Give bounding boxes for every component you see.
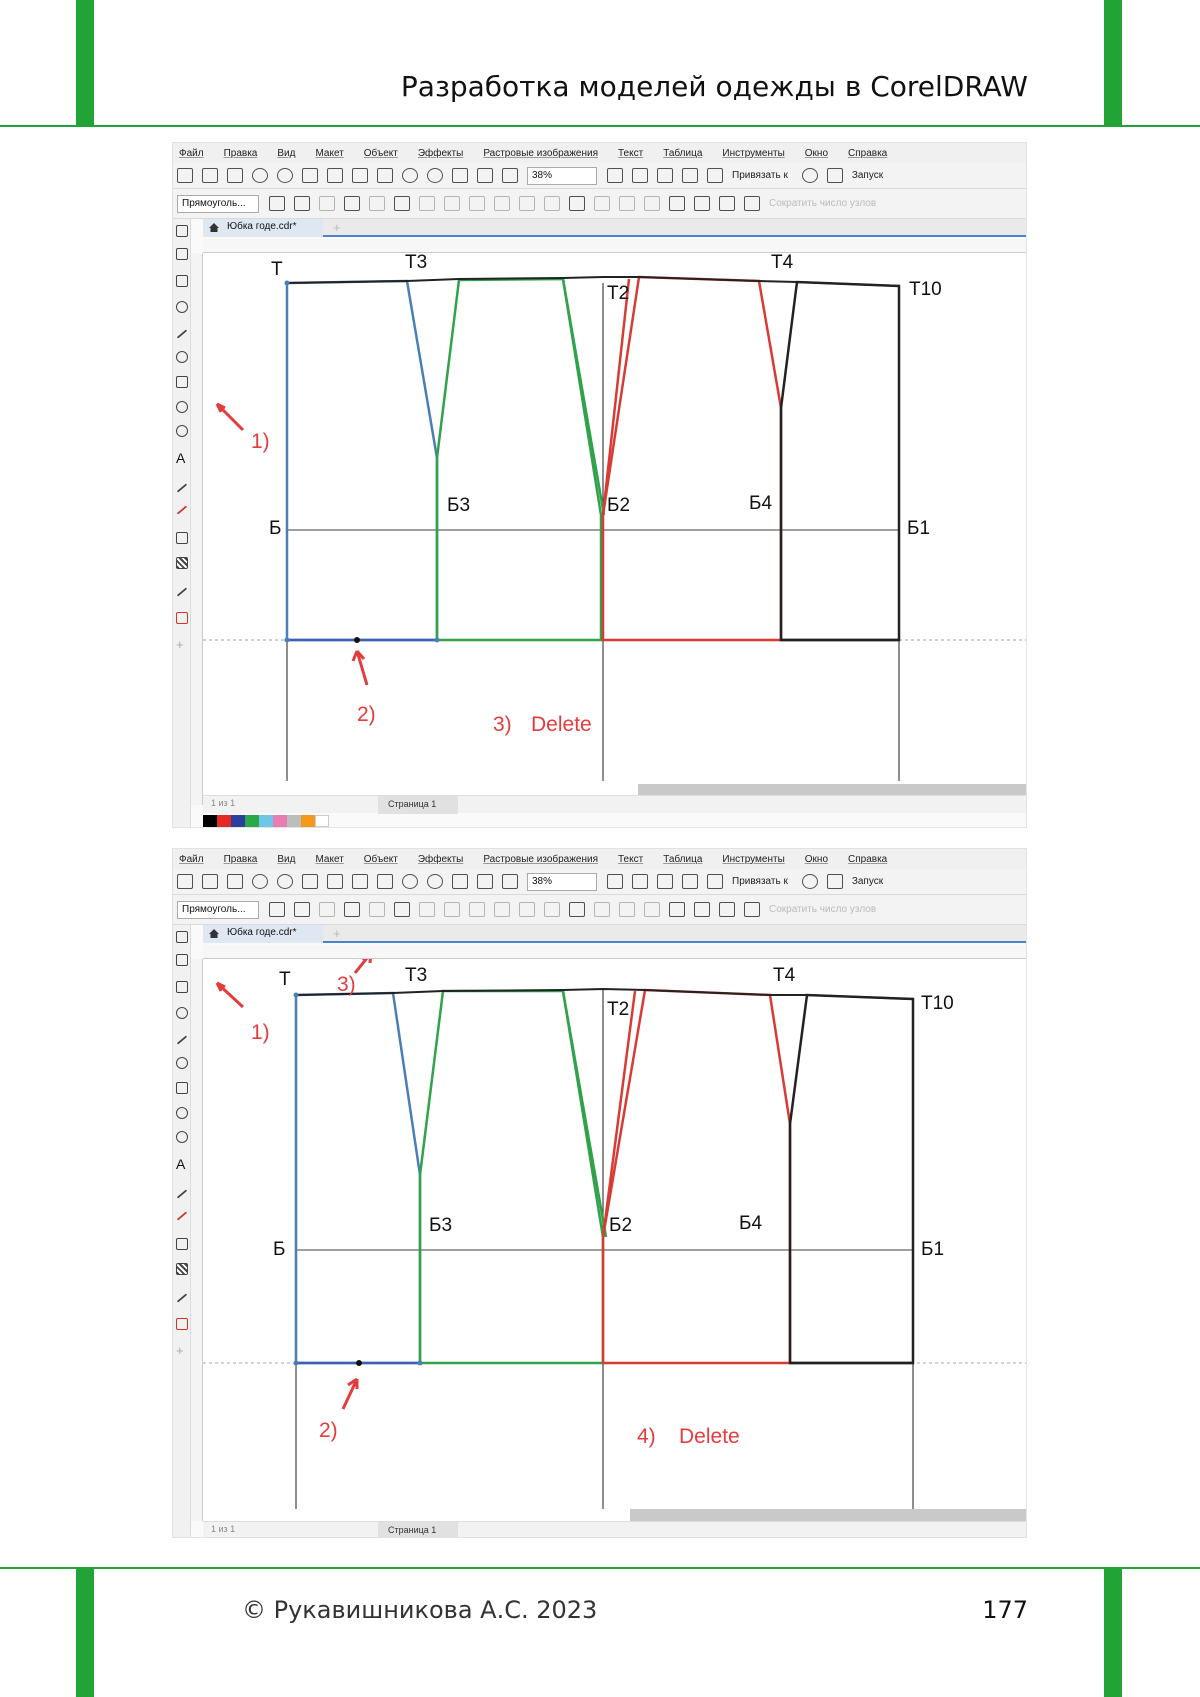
artistic-media-tool-icon[interactable] xyxy=(176,1057,188,1069)
rotate-nodes-icon[interactable] xyxy=(619,902,635,917)
paste-icon[interactable] xyxy=(377,168,393,183)
freehand-tool-icon[interactable] xyxy=(177,1035,187,1044)
settings-icon[interactable] xyxy=(802,874,818,889)
document-tab-bar xyxy=(203,219,1027,237)
rotate-nodes-icon[interactable] xyxy=(619,196,635,211)
annotation-step-2: 2) xyxy=(357,703,376,726)
horizontal-scrollbar[interactable] xyxy=(630,1509,1027,1521)
menu-item-view[interactable]: Вид xyxy=(277,853,296,865)
menu-item-file[interactable]: Файл xyxy=(179,853,204,865)
color-palette xyxy=(203,815,329,827)
document-tab[interactable] xyxy=(203,925,323,943)
annotation-arrow-1 xyxy=(217,983,243,1007)
launch-dropdown[interactable]: Запуск xyxy=(851,170,884,181)
snap-to-dropdown[interactable]: Привязать к xyxy=(732,170,788,181)
interactive-fill-icon[interactable] xyxy=(176,612,188,624)
menu-item-object[interactable]: Объект xyxy=(363,147,398,159)
cusp-node-icon[interactable] xyxy=(419,196,435,211)
header-rule xyxy=(0,125,1200,127)
shape-select-dropdown[interactable]: Прямоуголь... xyxy=(177,195,259,213)
node-point[interactable] xyxy=(435,638,440,643)
smooth-node-icon[interactable] xyxy=(444,902,460,917)
to-curve-icon[interactable] xyxy=(394,902,410,917)
selected-node-point[interactable] xyxy=(356,1360,362,1366)
mirror-horizontal-icon[interactable] xyxy=(669,902,685,917)
import-icon[interactable] xyxy=(452,168,468,183)
label-b: Б xyxy=(269,518,282,539)
reduce-nodes-button[interactable]: Сократить число узлов xyxy=(769,904,877,915)
symmetrical-node-icon[interactable] xyxy=(469,902,485,917)
home-icon[interactable] xyxy=(208,928,220,939)
snap-icon[interactable] xyxy=(707,874,723,889)
eyedropper-icon[interactable] xyxy=(177,1293,187,1302)
annotation-step-3-number: 3) xyxy=(493,713,512,736)
parallel-dimension-icon[interactable] xyxy=(177,1189,187,1198)
green-dart-line xyxy=(563,279,604,515)
redo-icon[interactable] xyxy=(427,168,443,183)
menu-item-bitmaps[interactable]: Растровые изображения xyxy=(483,147,598,159)
pdf-icon[interactable] xyxy=(502,874,518,889)
zoom-tool-icon[interactable] xyxy=(176,1007,188,1019)
standard-toolbar xyxy=(173,163,1026,189)
palette-swatch[interactable] xyxy=(259,815,273,827)
extract-subpath-icon[interactable] xyxy=(544,196,560,211)
connector-icon[interactable] xyxy=(177,1211,187,1220)
label-b1: Б1 xyxy=(921,1239,945,1260)
page-tab[interactable]: Страница 1 xyxy=(378,1522,458,1538)
menu-item-table[interactable]: Таблица xyxy=(663,853,703,865)
cloud-upload-icon[interactable] xyxy=(252,874,268,889)
node-point[interactable] xyxy=(285,638,290,643)
import-icon[interactable] xyxy=(452,874,468,889)
menu-item-effects[interactable]: Эффекты xyxy=(417,147,464,159)
connector-icon[interactable] xyxy=(177,505,187,514)
export-icon[interactable] xyxy=(477,874,493,889)
menu-item-help[interactable]: Справка xyxy=(848,853,888,865)
elastic-mode-icon[interactable] xyxy=(719,196,735,211)
rulers-icon[interactable] xyxy=(632,168,648,183)
stretch-nodes-icon[interactable] xyxy=(594,196,610,211)
palette-swatch[interactable] xyxy=(203,815,217,827)
mirror-vertical-icon[interactable] xyxy=(694,196,710,211)
add-node-icon[interactable] xyxy=(269,902,285,917)
label-b1: Б1 xyxy=(907,518,931,539)
standard-toolbar xyxy=(173,869,1026,895)
rectangle-tool-icon[interactable] xyxy=(176,376,188,388)
drop-shadow-icon[interactable] xyxy=(176,532,188,544)
menu-item-tools[interactable]: Инструменты xyxy=(722,147,785,159)
menu-item-tools[interactable]: Инструменты xyxy=(722,853,785,865)
document-tab-label: Юбка годе.cdr* xyxy=(227,221,297,232)
shape-select-dropdown[interactable]: Прямоуголь... xyxy=(177,901,259,919)
stretch-nodes-icon[interactable] xyxy=(594,902,610,917)
label-t3: Т3 xyxy=(405,965,428,986)
print-icon[interactable] xyxy=(302,168,318,183)
cut-icon[interactable] xyxy=(327,874,343,889)
launch-icon[interactable] xyxy=(827,168,843,183)
green-dart-line xyxy=(563,991,606,1237)
label-b3: Б3 xyxy=(447,495,471,516)
page-number: 177 xyxy=(982,1596,1028,1624)
snap-icon[interactable] xyxy=(707,168,723,183)
ellipse-tool-icon[interactable] xyxy=(176,1107,188,1119)
label-t4: Т4 xyxy=(771,252,794,273)
label-t: Т xyxy=(279,969,291,990)
paste-icon[interactable] xyxy=(377,874,393,889)
mirror-horizontal-icon[interactable] xyxy=(669,196,685,211)
select-all-nodes-icon[interactable] xyxy=(744,196,760,211)
save-icon[interactable] xyxy=(227,168,243,183)
palette-swatch[interactable] xyxy=(287,815,301,827)
label-b2: Б2 xyxy=(609,1215,633,1236)
text-tool-icon[interactable]: A xyxy=(176,450,186,466)
annotation-arrow-2 xyxy=(343,1379,357,1409)
reverse-direction-icon[interactable] xyxy=(494,196,510,211)
red-dart-line xyxy=(603,991,635,1237)
drawing-canvas[interactable] xyxy=(203,253,1027,805)
guidelines-icon[interactable] xyxy=(682,168,698,183)
menu-item-view[interactable]: Вид xyxy=(277,147,296,159)
align-nodes-icon[interactable] xyxy=(644,196,660,211)
menu-item-table[interactable]: Таблица xyxy=(663,147,703,159)
page-title: Разработка моделей одежды в CorelDRAW xyxy=(400,70,1028,103)
settings-icon[interactable] xyxy=(802,168,818,183)
zoom-level-field[interactable]: 38% xyxy=(527,167,597,185)
symmetrical-node-icon[interactable] xyxy=(469,196,485,211)
page-navigator xyxy=(203,1521,1027,1538)
rectangle-tool-icon[interactable] xyxy=(176,1082,188,1094)
add-tool-icon[interactable]: + xyxy=(176,637,184,652)
open-icon[interactable] xyxy=(202,874,218,889)
crop-tool-icon[interactable] xyxy=(176,981,188,993)
rulers-icon[interactable] xyxy=(632,874,648,889)
annotation-step-1: 1) xyxy=(251,430,270,453)
waist-line xyxy=(287,277,899,286)
toolbox xyxy=(173,925,191,1538)
pointer-tool-icon[interactable] xyxy=(176,931,188,943)
drop-shadow-icon[interactable] xyxy=(176,1238,188,1250)
align-nodes-icon[interactable] xyxy=(644,902,660,917)
shape-tool-icon[interactable] xyxy=(176,954,188,966)
freehand-tool-icon[interactable] xyxy=(177,329,187,338)
copy-icon[interactable] xyxy=(352,168,368,183)
fullscreen-icon[interactable] xyxy=(607,874,623,889)
right-green-bar-top xyxy=(1104,0,1122,126)
save-icon[interactable] xyxy=(227,874,243,889)
annotation-step-2: 2) xyxy=(319,1419,338,1442)
footer-rule xyxy=(0,1567,1200,1569)
palette-swatch[interactable] xyxy=(273,815,287,827)
menu-bar xyxy=(173,143,1026,163)
delete-node-icon[interactable] xyxy=(294,196,310,211)
menu-item-effects[interactable]: Эффекты xyxy=(417,853,464,865)
close-curve-icon[interactable] xyxy=(569,196,585,211)
drawing-canvas[interactable] xyxy=(203,959,1027,1521)
delete-node-icon[interactable] xyxy=(294,902,310,917)
select-all-nodes-icon[interactable] xyxy=(744,902,760,917)
label-b2: Б2 xyxy=(607,495,631,516)
smooth-node-icon[interactable] xyxy=(444,196,460,211)
extract-subpath-icon[interactable] xyxy=(544,902,560,917)
undo-icon[interactable] xyxy=(402,168,418,183)
artistic-media-tool-icon[interactable] xyxy=(176,351,188,363)
pdf-icon[interactable] xyxy=(502,168,518,183)
new-document-icon[interactable] xyxy=(177,168,193,183)
print-icon[interactable] xyxy=(302,874,318,889)
annotation-arrow-2 xyxy=(353,651,367,685)
join-nodes-icon[interactable] xyxy=(319,196,335,211)
green-panel-outline xyxy=(437,279,601,640)
node-point[interactable] xyxy=(294,993,299,998)
to-line-icon[interactable] xyxy=(369,196,385,211)
annotation-step-4-number: 4) xyxy=(637,1425,656,1448)
black-front-panel-outline xyxy=(790,995,913,1363)
snap-to-dropdown[interactable]: Привязать к xyxy=(732,876,788,887)
menu-item-help[interactable]: Справка xyxy=(848,147,888,159)
to-curve-icon[interactable] xyxy=(394,196,410,211)
document-tab-label: Юбка годе.cdr* xyxy=(227,927,297,938)
label-t3: Т3 xyxy=(405,252,428,273)
polygon-tool-icon[interactable] xyxy=(176,425,188,437)
menu-item-edit[interactable]: Правка xyxy=(223,147,258,159)
guidelines-icon[interactable] xyxy=(682,874,698,889)
new-tab-icon[interactable]: + xyxy=(333,220,341,235)
extend-curve-icon[interactable] xyxy=(519,196,535,211)
label-t: Т xyxy=(271,259,283,280)
annotation-step-4-text: Delete xyxy=(679,1425,740,1448)
label-t2: Т2 xyxy=(607,999,630,1020)
copy-icon[interactable] xyxy=(352,874,368,889)
new-document-icon[interactable] xyxy=(177,874,193,889)
reverse-direction-icon[interactable] xyxy=(494,902,510,917)
coreldraw-screenshot-2 xyxy=(172,848,1027,1538)
page-count-label: 1 из 1 xyxy=(211,1524,236,1534)
reduce-nodes-button[interactable]: Сократить число узлов xyxy=(769,198,877,209)
menu-item-text[interactable]: Текст xyxy=(618,853,644,865)
grid-icon[interactable] xyxy=(657,874,673,889)
polygon-tool-icon[interactable] xyxy=(176,1131,188,1143)
label-t2: Т2 xyxy=(607,283,630,304)
page-tab[interactable]: Страница 1 xyxy=(378,796,458,814)
menu-item-file[interactable]: Файл xyxy=(179,147,204,159)
waist-line xyxy=(296,989,913,999)
annotation-arrow-1 xyxy=(217,404,243,430)
label-b: Б xyxy=(273,1239,286,1260)
close-curve-icon[interactable] xyxy=(569,902,585,917)
blue-back-panel-outline xyxy=(296,993,420,1363)
fullscreen-icon[interactable] xyxy=(607,168,623,183)
annotation-arrow-3 xyxy=(355,959,371,973)
eyedropper-icon[interactable] xyxy=(177,587,187,596)
parallel-dimension-icon[interactable] xyxy=(177,483,187,492)
open-icon[interactable] xyxy=(202,168,218,183)
horizontal-ruler[interactable] xyxy=(203,945,1027,959)
join-nodes-icon[interactable] xyxy=(319,902,335,917)
green-panel-outline xyxy=(420,991,603,1363)
horizontal-ruler[interactable] xyxy=(203,239,1027,253)
export-icon[interactable] xyxy=(477,168,493,183)
right-green-bar-bottom xyxy=(1104,1568,1122,1697)
redo-icon[interactable] xyxy=(427,874,443,889)
toolbox xyxy=(173,219,191,828)
grid-icon[interactable] xyxy=(657,168,673,183)
annotation-step-1: 1) xyxy=(251,1021,270,1044)
menu-bar xyxy=(173,849,1026,869)
add-tool-icon[interactable]: + xyxy=(176,1343,184,1358)
to-line-icon[interactable] xyxy=(369,902,385,917)
elastic-mode-icon[interactable] xyxy=(719,902,735,917)
property-bar xyxy=(173,189,1026,219)
red-panel-outline xyxy=(603,990,790,1363)
pointer-tool-icon[interactable] xyxy=(176,225,188,237)
text-tool-icon[interactable]: A xyxy=(176,1156,186,1172)
menu-item-edit[interactable]: Правка xyxy=(223,853,258,865)
break-curve-icon[interactable] xyxy=(344,902,360,917)
label-b3: Б3 xyxy=(429,1215,453,1236)
cloud-download-icon[interactable] xyxy=(277,168,293,183)
document-tab-bar xyxy=(203,925,1027,943)
red-dart-line xyxy=(603,279,629,515)
annotation-step-3: 3) xyxy=(337,973,356,996)
shape-tool-icon[interactable] xyxy=(176,248,188,260)
skirt-pattern-drawing xyxy=(203,253,1027,805)
label-t4: Т4 xyxy=(773,965,796,986)
copyright-text: © Рукавишникова А.С. 2023 xyxy=(242,1596,598,1624)
page-count-label: 1 из 1 xyxy=(211,798,236,808)
undo-icon[interactable] xyxy=(402,874,418,889)
launch-icon[interactable] xyxy=(827,874,843,889)
menu-item-object[interactable]: Объект xyxy=(363,853,398,865)
label-b4: Б4 xyxy=(739,1213,763,1234)
palette-swatch[interactable] xyxy=(217,815,231,827)
palette-swatch[interactable] xyxy=(301,815,315,827)
property-bar xyxy=(173,895,1026,925)
add-node-icon[interactable] xyxy=(269,196,285,211)
crop-tool-icon[interactable] xyxy=(176,275,188,287)
cloud-upload-icon[interactable] xyxy=(252,168,268,183)
break-curve-icon[interactable] xyxy=(344,196,360,211)
cloud-download-icon[interactable] xyxy=(277,874,293,889)
left-green-bar-top xyxy=(76,0,94,126)
menu-item-bitmaps[interactable]: Растровые изображения xyxy=(483,853,598,865)
red-panel-outline xyxy=(603,277,781,640)
new-tab-icon[interactable]: + xyxy=(333,926,341,941)
label-t10: Т10 xyxy=(909,279,942,300)
document-tab[interactable] xyxy=(203,219,323,237)
menu-item-text[interactable]: Текст xyxy=(618,147,644,159)
label-t10: Т10 xyxy=(921,993,954,1014)
transparency-icon[interactable] xyxy=(176,1263,188,1275)
transparency-icon[interactable] xyxy=(176,557,188,569)
node-point[interactable] xyxy=(285,281,290,286)
left-green-bar-bottom xyxy=(76,1568,94,1697)
cut-icon[interactable] xyxy=(327,168,343,183)
selected-node-point[interactable] xyxy=(354,637,360,643)
menu-item-window[interactable]: Окно xyxy=(804,147,829,159)
palette-swatch[interactable] xyxy=(315,815,329,827)
black-front-panel-outline xyxy=(781,282,899,640)
zoom-tool-icon[interactable] xyxy=(176,301,188,313)
menu-item-layout[interactable]: Макет xyxy=(315,853,344,865)
palette-swatch[interactable] xyxy=(231,815,245,827)
page-navigator xyxy=(203,795,1027,813)
node-point[interactable] xyxy=(418,1361,423,1366)
home-icon[interactable] xyxy=(208,222,220,233)
palette-swatch[interactable] xyxy=(245,815,259,827)
ellipse-tool-icon[interactable] xyxy=(176,401,188,413)
menu-item-layout[interactable]: Макет xyxy=(315,147,344,159)
mirror-vertical-icon[interactable] xyxy=(694,902,710,917)
annotation-step-3-text: Delete xyxy=(531,713,592,736)
interactive-fill-icon[interactable] xyxy=(176,1318,188,1330)
node-point[interactable] xyxy=(294,1361,299,1366)
launch-dropdown[interactable]: Запуск xyxy=(851,876,884,887)
blue-back-panel-outline xyxy=(287,281,437,640)
vertical-ruler[interactable] xyxy=(191,959,203,1521)
zoom-level-field[interactable]: 38% xyxy=(527,873,597,891)
extend-curve-icon[interactable] xyxy=(519,902,535,917)
label-b4: Б4 xyxy=(749,493,773,514)
vertical-ruler[interactable] xyxy=(191,253,203,805)
coreldraw-screenshot-1 xyxy=(172,142,1027,828)
menu-item-window[interactable]: Окно xyxy=(804,853,829,865)
cusp-node-icon[interactable] xyxy=(419,902,435,917)
